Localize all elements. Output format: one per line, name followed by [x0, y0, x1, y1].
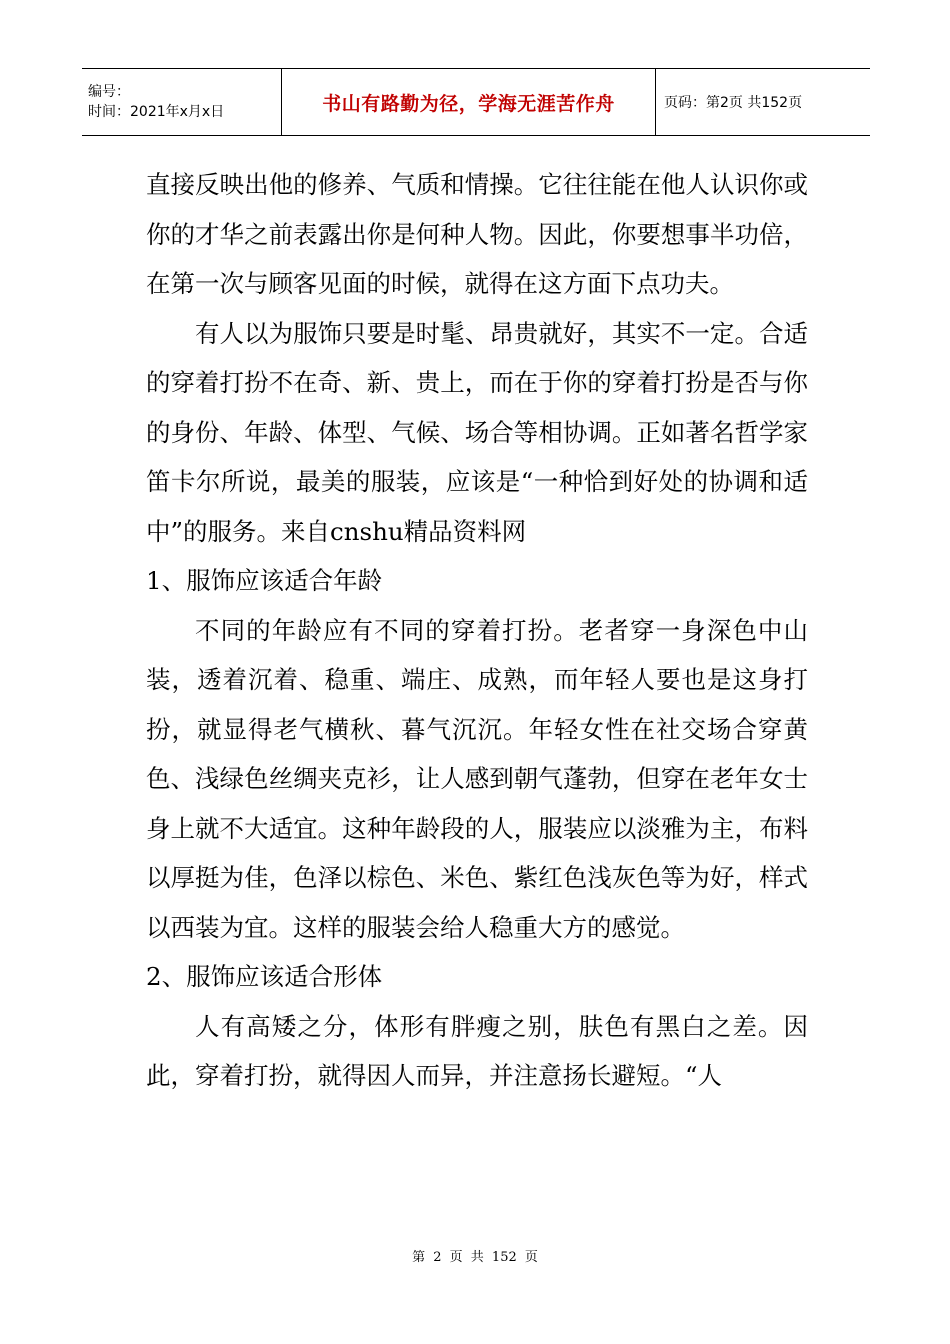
section-heading: 2、服饰应该适合形体 [146, 962, 383, 991]
paragraph: 人有高矮之分，体形有胖瘦之别，肤色有黑白之差。因此，穿着打扮，就得因人而异，并注意扬长避短。“人 [146, 1011, 808, 1090]
paragraph: 不同的年龄应有不同的穿着打扮。老者穿一身深色中山装，透着沉着、稳重、端庄、成熟，而年轻人要也是这身打扮，就显得老气横秋、暮气沉沉。年轻女性在社交场合穿黄色、浅绿色丝绸夹克衫，让人感到朝气蓬勃，但穿在老年女士身上就不大适宜。这种年龄段的人，服装应以淡雅为主，布料以厚挺为佳，色泽以棕色、米色、紫红色浅灰色等为好，样式以西装为宜。这样的服装会给人稳重大方的感觉。 [146, 615, 808, 942]
header-motto: 书山有路勤为径，学海无涯苦作舟 [282, 69, 656, 135]
document-number-label: 编号： [88, 84, 130, 100]
page-header [82, 68, 870, 136]
page-footer: 第 2 页 共 152 页 [412, 1250, 538, 1265]
document-body [146, 160, 808, 1101]
paragraph: 有人以为服饰只要是时髦、昂贵就好，其实不一定。合适的穿着打扮不在奇、新、贵上，而在于你的穿着打扮是否与你的身份、年龄、体型、气候、场合等相协调。正如著名哲学家笛卡尔所说，最美的服装，应该是“一种恰到好处的协调和适中”的服务。来自cnshu精品资料网 [146, 318, 808, 546]
header-page-info: 页码：第2页 共152页 [664, 95, 803, 111]
paragraph: 直接反映出他的修养、气质和情操。它往往能在他人认识你或你的才华之前表露出你是何种人物。因此，你要想事半功倍，在第一次与顾客见面的时候，就得在这方面下点功夫。 [146, 170, 808, 298]
header-meta [82, 69, 282, 135]
document-date: 时间：2021年x月x日 [88, 104, 225, 120]
section-heading: 1、服饰应该适合年龄 [146, 566, 383, 595]
